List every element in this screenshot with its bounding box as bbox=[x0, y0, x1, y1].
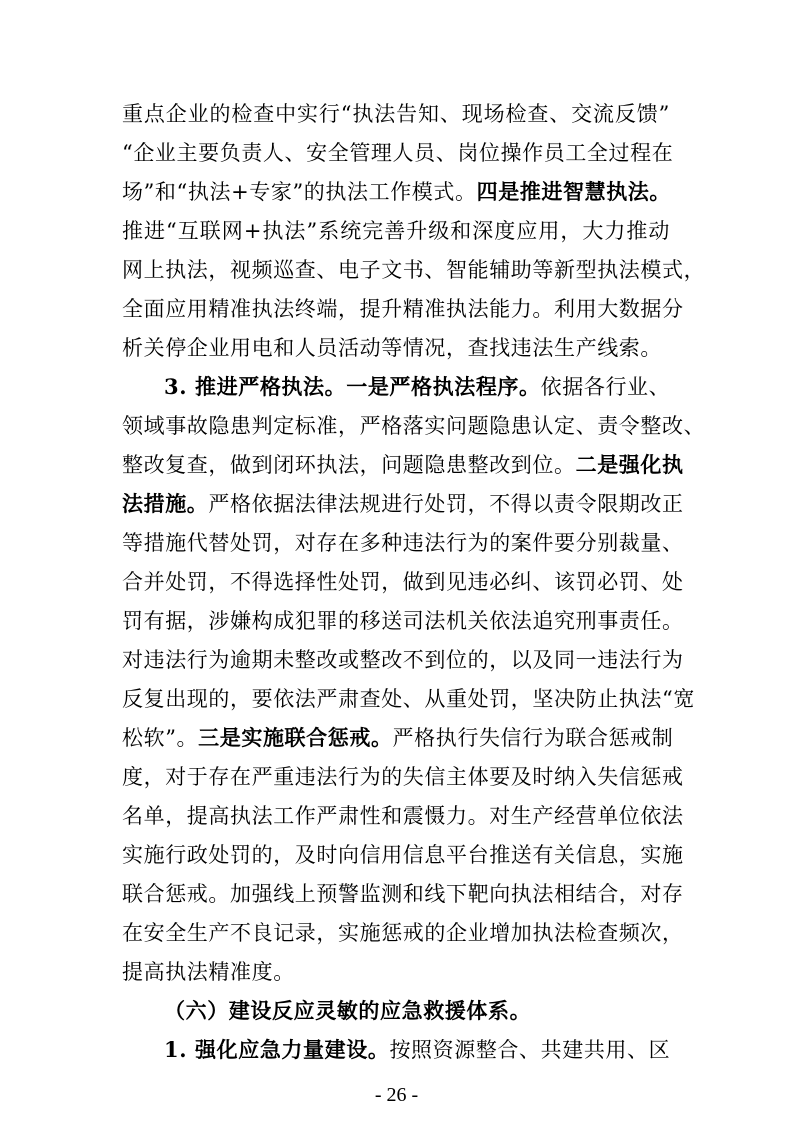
text-segment: 实施行政处罚的，及时向信用信息平台推送有关信息，实施 bbox=[122, 843, 684, 867]
text-line-9 bbox=[122, 407, 706, 445]
text-segment: 领域事故隐患判定标准，严格落实问题隐患认定、责令整改、 bbox=[122, 414, 706, 438]
text-segment: 场”和“执法+专家”的执法工作模式。 bbox=[122, 180, 477, 204]
text-line-5 bbox=[122, 251, 706, 289]
text-line-13 bbox=[122, 563, 684, 601]
text-segment: 整改复查，做到闭环执法，问题隐患整改到位。 bbox=[122, 453, 576, 477]
text-segment: 提高执法精准度。 bbox=[122, 960, 295, 984]
text-line-16 bbox=[122, 680, 695, 718]
bold-heading-segment: 3. 推进严格执法。一是严格执法程序。 bbox=[164, 374, 541, 399]
text-line-3 bbox=[122, 173, 670, 211]
section-heading: （六）建设反应灵敏的应急救援体系。 bbox=[164, 998, 532, 1023]
text-line-11 bbox=[122, 485, 684, 523]
text-line-22 bbox=[122, 914, 684, 952]
bold-heading-segment: 法措施。 bbox=[122, 491, 209, 516]
text-segment: 重点企业的检查中实行“执法告知、现场检查、交流反馈” bbox=[122, 102, 670, 126]
text-line-20 bbox=[122, 836, 684, 874]
text-segment: 推进“互联网+执法”系统完善升级和深度应用，大力推动 bbox=[122, 219, 670, 243]
bold-heading-segment: 二是强化执 bbox=[575, 452, 684, 477]
text-segment: 等措施代替处罚，对存在多种违法行为的案件要分别裁量、 bbox=[122, 531, 684, 555]
text-segment: 松软”。 bbox=[122, 726, 199, 750]
text-line-21 bbox=[122, 875, 684, 913]
text-segment: 罚有据，涉嫌构成犯罪的移送司法机关依法追究刑事责任。 bbox=[122, 609, 684, 633]
text-segment: 对违法行为逾期未整改或整改不到位的，以及同一违法行为 bbox=[122, 648, 684, 672]
text-line-10 bbox=[122, 446, 684, 484]
text-segment: 严格依据法律法规进行处罚，不得以责令限期改正 bbox=[208, 492, 684, 516]
text-line-19 bbox=[122, 797, 684, 835]
text-line-14 bbox=[122, 602, 684, 640]
text-segment: 按照资源整合、共建共用、区 bbox=[389, 1038, 671, 1062]
text-segment: 全面应用精准执法终端，提升精准执法能力。利用大数据分 bbox=[122, 297, 684, 321]
text-segment: 反复出现的，要依法严肃查处、从重处罚，坚决防止执法“宽 bbox=[122, 687, 695, 711]
text-segment: 在安全生产不良记录，实施惩戒的企业增加执法检查频次， bbox=[122, 921, 684, 945]
text-line-23 bbox=[122, 953, 670, 991]
text-line-15 bbox=[122, 641, 684, 679]
text-segment: 析关停企业用电和人员活动等情况，查找违法生产线索。 bbox=[122, 336, 662, 360]
text-line-25 bbox=[164, 1031, 670, 1069]
text-segment: “企业主要负责人、安全管理人员、岗位操作员工全过程在 bbox=[122, 141, 674, 165]
text-segment: 严格执行失信行为联合惩戒制 bbox=[392, 726, 674, 750]
text-segment: 合并处罚，不得选择性处罚，做到见违必纠、该罚必罚、处 bbox=[122, 570, 684, 594]
bold-heading-segment: 1. 强化应急力量建设。 bbox=[164, 1037, 390, 1062]
text-segment: 联合惩戒。加强线上预警监测和线下靶向执法相结合，对存 bbox=[122, 882, 684, 906]
text-segment: 度，对于存在严重违法行为的失信主体要及时纳入失信惩戒 bbox=[122, 765, 684, 789]
section-heading-line bbox=[164, 992, 670, 1030]
text-line-6 bbox=[122, 290, 684, 328]
text-line-7 bbox=[122, 329, 670, 367]
bold-heading-segment: 三是实施联合惩戒。 bbox=[198, 725, 393, 750]
text-line-1 bbox=[122, 95, 670, 133]
text-line-4 bbox=[122, 212, 670, 250]
text-line-2 bbox=[122, 134, 674, 172]
text-line-18 bbox=[122, 758, 684, 796]
text-line-8 bbox=[164, 368, 670, 406]
text-segment: 名单，提高执法工作严肃性和震慑力。对生产经营单位依法 bbox=[122, 804, 684, 828]
text-segment: 依据各行业、 bbox=[540, 375, 671, 399]
page-number: - 26 - bbox=[374, 1084, 419, 1106]
text-line-12 bbox=[122, 524, 684, 562]
text-segment: 网上执法，视频巡查、电子文书、智能辅助等新型执法模式， bbox=[122, 258, 706, 282]
bold-heading-segment: 四是推进智慧执法。 bbox=[476, 179, 672, 204]
text-line-17 bbox=[122, 719, 674, 757]
